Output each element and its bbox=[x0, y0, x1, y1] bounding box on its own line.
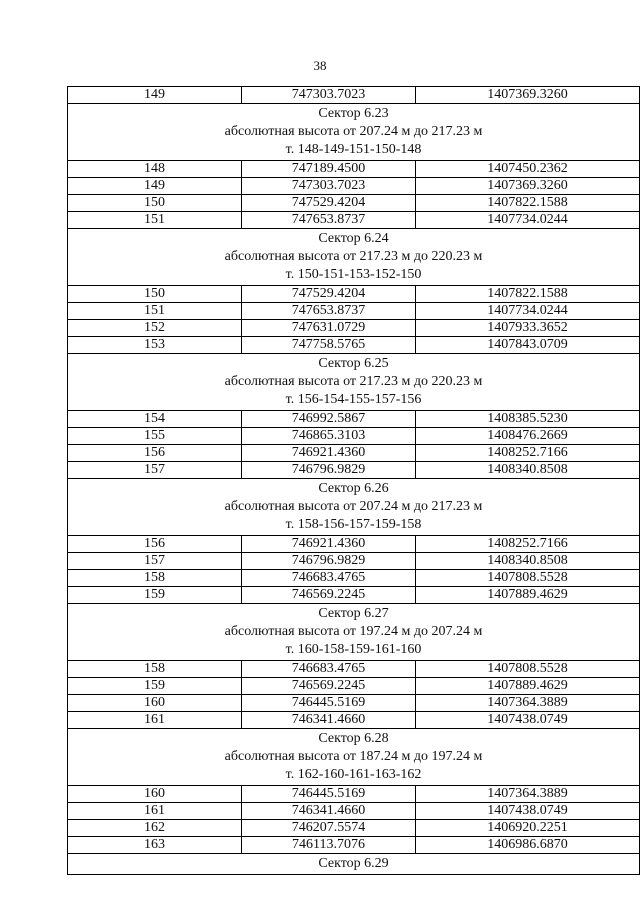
x-coordinate-cell: 746992.5867 bbox=[242, 411, 416, 428]
y-coordinate-cell: 1406986.6870 bbox=[416, 837, 640, 854]
y-coordinate-cell: 1407450.2362 bbox=[416, 161, 640, 178]
sector-title: Сектор 6.25 bbox=[318, 356, 389, 371]
point-number-cell: 152 bbox=[68, 320, 242, 337]
x-coordinate-cell: 746921.4360 bbox=[242, 445, 416, 462]
sector-header-row bbox=[68, 104, 640, 161]
sector-header-row bbox=[68, 229, 640, 286]
point-sequence: т. 148-149-151-150-148 bbox=[285, 142, 422, 157]
x-coordinate-cell: 747653.8737 bbox=[242, 303, 416, 320]
altitude-range: абсолютная высота от 197.24 м до 207.24 м bbox=[224, 624, 483, 639]
y-coordinate-cell: 1408340.8508 bbox=[416, 553, 640, 570]
x-coordinate-cell: 746796.9829 bbox=[242, 462, 416, 479]
x-coordinate-cell: 746865.3103 bbox=[242, 428, 416, 445]
table-row bbox=[68, 337, 640, 354]
table-body bbox=[68, 87, 640, 875]
point-number-cell: 151 bbox=[68, 303, 242, 320]
table-row bbox=[68, 661, 640, 678]
table-row bbox=[68, 820, 640, 837]
table-row bbox=[68, 695, 640, 712]
altitude-range: абсолютная высота от 217.23 м до 220.23 м bbox=[224, 249, 483, 264]
table-row bbox=[68, 536, 640, 553]
sector-header-row bbox=[68, 604, 640, 661]
point-number-cell: 150 bbox=[68, 286, 242, 303]
table-row bbox=[68, 803, 640, 820]
point-number-cell: 163 bbox=[68, 837, 242, 854]
table-row bbox=[68, 445, 640, 462]
point-number-cell: 158 bbox=[68, 570, 242, 587]
x-coordinate-cell: 746683.4765 bbox=[242, 570, 416, 587]
y-coordinate-cell: 1408252.7166 bbox=[416, 536, 640, 553]
y-coordinate-cell: 1406920.2251 bbox=[416, 820, 640, 837]
point-sequence: т. 162-160-161-163-162 bbox=[285, 767, 422, 782]
point-number-cell: 157 bbox=[68, 553, 242, 570]
y-coordinate-cell: 1408340.8508 bbox=[416, 462, 640, 479]
table-row bbox=[68, 428, 640, 445]
sector-title: Сектор 6.24 bbox=[318, 231, 389, 246]
y-coordinate-cell: 1407364.3889 bbox=[416, 786, 640, 803]
point-number-cell: 148 bbox=[68, 161, 242, 178]
x-coordinate-cell: 747529.4204 bbox=[242, 286, 416, 303]
x-coordinate-cell: 747303.7023 bbox=[242, 178, 416, 195]
x-coordinate-cell: 746445.5169 bbox=[242, 695, 416, 712]
y-coordinate-cell: 1408385.5230 bbox=[416, 411, 640, 428]
y-coordinate-cell: 1407438.0749 bbox=[416, 803, 640, 820]
sector-header-cell bbox=[68, 104, 640, 161]
point-number-cell: 162 bbox=[68, 820, 242, 837]
x-coordinate-cell: 746445.5169 bbox=[242, 786, 416, 803]
sector-header-cell bbox=[68, 229, 640, 286]
y-coordinate-cell: 1407843.0709 bbox=[416, 337, 640, 354]
table-row bbox=[68, 178, 640, 195]
x-coordinate-cell: 746683.4765 bbox=[242, 661, 416, 678]
table-row bbox=[68, 786, 640, 803]
point-number-cell: 150 bbox=[68, 195, 242, 212]
x-coordinate-cell: 746341.4660 bbox=[242, 803, 416, 820]
point-number-cell: 159 bbox=[68, 587, 242, 604]
x-coordinate-cell: 747303.7023 bbox=[242, 87, 416, 104]
table-row bbox=[68, 87, 640, 104]
sector-header-cell bbox=[68, 479, 640, 536]
altitude-range: абсолютная высота от 187.24 м до 197.24 м bbox=[224, 749, 483, 764]
table-row bbox=[68, 320, 640, 337]
x-coordinate-cell: 747529.4204 bbox=[242, 195, 416, 212]
point-number-cell: 154 bbox=[68, 411, 242, 428]
table-row bbox=[68, 286, 640, 303]
point-number-cell: 155 bbox=[68, 428, 242, 445]
x-coordinate-cell: 746569.2245 bbox=[242, 587, 416, 604]
sector-header-row bbox=[68, 854, 640, 875]
table-row bbox=[68, 570, 640, 587]
y-coordinate-cell: 1407889.4629 bbox=[416, 678, 640, 695]
point-number-cell: 158 bbox=[68, 661, 242, 678]
altitude-range: абсолютная высота от 207.24 м до 217.23 м bbox=[224, 124, 483, 139]
point-sequence: т. 158-156-157-159-158 bbox=[285, 517, 422, 532]
point-number-cell: 156 bbox=[68, 445, 242, 462]
table-row bbox=[68, 587, 640, 604]
y-coordinate-cell: 1407889.4629 bbox=[416, 587, 640, 604]
x-coordinate-cell: 746341.4660 bbox=[242, 712, 416, 729]
table-row bbox=[68, 837, 640, 854]
sector-title: Сектор 6.23 bbox=[318, 106, 389, 121]
table-row bbox=[68, 212, 640, 229]
table-row bbox=[68, 303, 640, 320]
point-number-cell: 159 bbox=[68, 678, 242, 695]
y-coordinate-cell: 1407369.3260 bbox=[416, 178, 640, 195]
sector-header-row bbox=[68, 729, 640, 786]
sector-title: Сектор 6.28 bbox=[318, 731, 389, 746]
x-coordinate-cell: 747653.8737 bbox=[242, 212, 416, 229]
y-coordinate-cell: 1407933.3652 bbox=[416, 320, 640, 337]
sector-header-cell bbox=[68, 729, 640, 786]
y-coordinate-cell: 1407438.0749 bbox=[416, 712, 640, 729]
point-number-cell: 157 bbox=[68, 462, 242, 479]
point-sequence: т. 150-151-153-152-150 bbox=[285, 267, 422, 282]
page-number: 38 bbox=[313, 58, 327, 73]
table-row bbox=[68, 678, 640, 695]
point-sequence: т. 156-154-155-157-156 bbox=[285, 392, 422, 407]
y-coordinate-cell: 1407808.5528 bbox=[416, 661, 640, 678]
y-coordinate-cell: 1407369.3260 bbox=[416, 87, 640, 104]
point-number-cell: 161 bbox=[68, 712, 242, 729]
point-number-cell: 161 bbox=[68, 803, 242, 820]
sector-title: Сектор 6.29 bbox=[318, 856, 389, 871]
altitude-range: абсолютная высота от 207.24 м до 217.23 м bbox=[224, 499, 483, 514]
point-number-cell: 151 bbox=[68, 212, 242, 229]
table-row bbox=[68, 712, 640, 729]
x-coordinate-cell: 746569.2245 bbox=[242, 678, 416, 695]
point-number-cell: 153 bbox=[68, 337, 242, 354]
point-number-cell: 156 bbox=[68, 536, 242, 553]
x-coordinate-cell: 746796.9829 bbox=[242, 553, 416, 570]
table-row bbox=[68, 411, 640, 428]
y-coordinate-cell: 1407734.0244 bbox=[416, 303, 640, 320]
y-coordinate-cell: 1407822.1588 bbox=[416, 286, 640, 303]
x-coordinate-cell: 747631.0729 bbox=[242, 320, 416, 337]
point-number-cell: 160 bbox=[68, 695, 242, 712]
y-coordinate-cell: 1407808.5528 bbox=[416, 570, 640, 587]
x-coordinate-cell: 746921.4360 bbox=[242, 536, 416, 553]
altitude-range: абсолютная высота от 217.23 м до 220.23 м bbox=[224, 374, 483, 389]
point-number-cell: 160 bbox=[68, 786, 242, 803]
y-coordinate-cell: 1408252.7166 bbox=[416, 445, 640, 462]
table-row bbox=[68, 553, 640, 570]
table-row bbox=[68, 161, 640, 178]
point-number-cell: 149 bbox=[68, 178, 242, 195]
sector-header-cell bbox=[68, 604, 640, 661]
point-number-cell: 149 bbox=[68, 87, 242, 104]
point-sequence: т. 160-158-159-161-160 bbox=[285, 642, 422, 657]
sector-title: Сектор 6.27 bbox=[318, 606, 389, 621]
sector-title: Сектор 6.26 bbox=[318, 481, 389, 496]
sector-header-row bbox=[68, 479, 640, 536]
table-row bbox=[68, 462, 640, 479]
y-coordinate-cell: 1407364.3889 bbox=[416, 695, 640, 712]
x-coordinate-cell: 747189.4500 bbox=[242, 161, 416, 178]
x-coordinate-cell: 746207.5574 bbox=[242, 820, 416, 837]
x-coordinate-cell: 746113.7076 bbox=[242, 837, 416, 854]
sector-header-row bbox=[68, 354, 640, 411]
y-coordinate-cell: 1407822.1588 bbox=[416, 195, 640, 212]
coordinates-table bbox=[67, 86, 640, 875]
x-coordinate-cell: 747758.5765 bbox=[242, 337, 416, 354]
y-coordinate-cell: 1408476.2669 bbox=[416, 428, 640, 445]
table-row bbox=[68, 195, 640, 212]
sector-header-cell bbox=[68, 854, 640, 875]
sector-header-cell bbox=[68, 354, 640, 411]
y-coordinate-cell: 1407734.0244 bbox=[416, 212, 640, 229]
